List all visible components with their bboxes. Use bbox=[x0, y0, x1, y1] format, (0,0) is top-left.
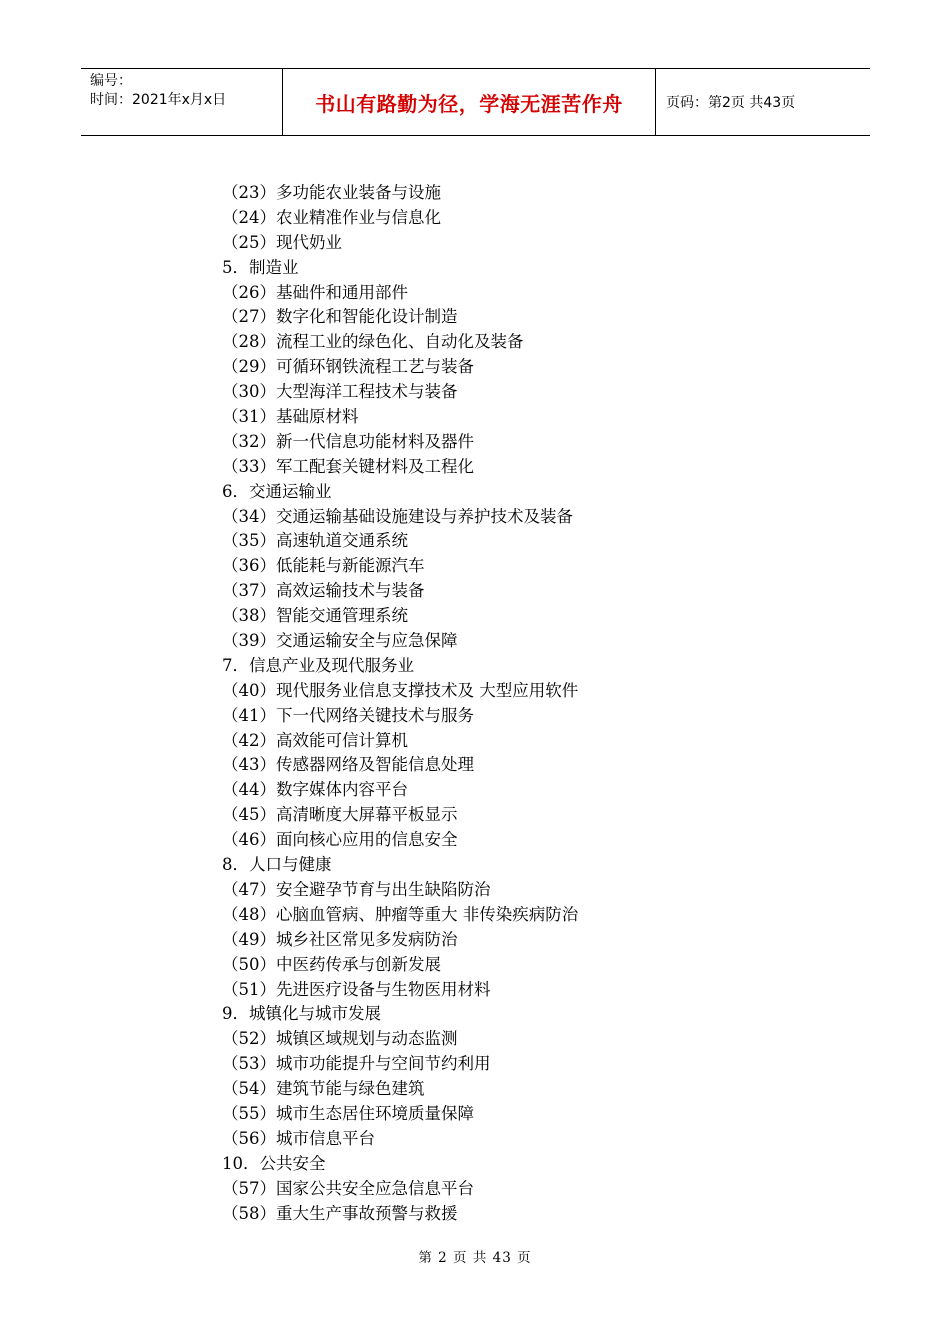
list-item: （35）高速轨道交通系统 bbox=[222, 531, 408, 551]
list-item: （42）高效能可信计算机 bbox=[222, 730, 408, 750]
list-item: （56）城市信息平台 bbox=[222, 1128, 375, 1148]
list-item: （40）现代服务业信息支撑技术及 大型应用软件 bbox=[222, 680, 579, 700]
section-heading: 9．城镇化与城市发展 bbox=[222, 1004, 381, 1024]
list-item: （30）大型海洋工程技术与装备 bbox=[222, 382, 458, 402]
list-item: （52）城镇区域规划与动态监测 bbox=[222, 1029, 458, 1049]
list-item: （45）高清晰度大屏幕平板显示 bbox=[222, 805, 458, 825]
list-item: （55）城市生态居住环境质量保障 bbox=[222, 1103, 474, 1123]
list-item: （46）面向核心应用的信息安全 bbox=[222, 830, 458, 850]
page-header bbox=[81, 68, 870, 136]
header-meta bbox=[81, 69, 283, 135]
list-item: （24）农业精准作业与信息化 bbox=[222, 207, 441, 227]
list-item: （53）城市功能提升与空间节约利用 bbox=[222, 1054, 491, 1074]
section-heading: 5．制造业 bbox=[222, 257, 299, 277]
list-item: （26）基础件和通用部件 bbox=[222, 282, 408, 302]
list-item: （34）交通运输基础设施建设与养护技术及装备 bbox=[222, 506, 573, 526]
list-item: （27）数字化和智能化设计制造 bbox=[222, 307, 458, 327]
page-footer: 第 2 页 共 43 页 bbox=[418, 1250, 532, 1266]
document-body bbox=[222, 181, 782, 1226]
list-item: （38）智能交通管理系统 bbox=[222, 606, 408, 626]
document-date-label: 时间：2021年x月x日 bbox=[90, 92, 227, 108]
list-item: （23）多功能农业装备与设施 bbox=[222, 183, 441, 202]
list-item: （51）先进医疗设备与生物医用材料 bbox=[222, 979, 491, 999]
list-item: （25）现代奶业 bbox=[222, 232, 342, 252]
section-heading: 8．人口与健康 bbox=[222, 855, 332, 875]
list-item: （44）数字媒体内容平台 bbox=[222, 780, 408, 800]
list-item: （28）流程工业的绿色化、自动化及装备 bbox=[222, 332, 524, 352]
header-motto: 书山有路勤为径，学海无涯苦作舟 bbox=[283, 69, 656, 135]
list-item: （57）国家公共安全应急信息平台 bbox=[222, 1178, 474, 1198]
list-item: （50）中医药传承与创新发展 bbox=[222, 954, 441, 974]
list-item: （41）下一代网络关键技术与服务 bbox=[222, 705, 474, 725]
list-item: （29）可循环钢铁流程工艺与装备 bbox=[222, 357, 474, 377]
list-item: （33）军工配套关键材料及工程化 bbox=[222, 456, 474, 476]
list-item: （36）低能耗与新能源汽车 bbox=[222, 556, 425, 576]
section-heading: 7．信息产业及现代服务业 bbox=[222, 655, 414, 675]
list-item: （54）建筑节能与绿色建筑 bbox=[222, 1079, 425, 1099]
section-heading: 6．交通运输业 bbox=[222, 481, 332, 501]
list-item: （47）安全避孕节育与出生缺陷防治 bbox=[222, 879, 491, 899]
list-item: （32）新一代信息功能材料及器件 bbox=[222, 431, 474, 451]
list-item: （37）高效运输技术与装备 bbox=[222, 581, 425, 601]
document-number-label: 编号： bbox=[90, 73, 132, 89]
list-item: （49）城乡社区常见多发病防治 bbox=[222, 929, 458, 949]
list-item: （31）基础原材料 bbox=[222, 407, 359, 427]
list-item: （43）传感器网络及智能信息处理 bbox=[222, 755, 474, 775]
list-item: （48）心脑血管病、肿瘤等重大 非传染疾病防治 bbox=[222, 904, 579, 924]
list-item: （58）重大生产事故预警与救援 bbox=[222, 1203, 458, 1223]
header-page-info: 页码：第2页 共43页 bbox=[666, 95, 796, 111]
section-heading: 10．公共安全 bbox=[222, 1153, 326, 1173]
list-item: （39）交通运输安全与应急保障 bbox=[222, 631, 458, 651]
